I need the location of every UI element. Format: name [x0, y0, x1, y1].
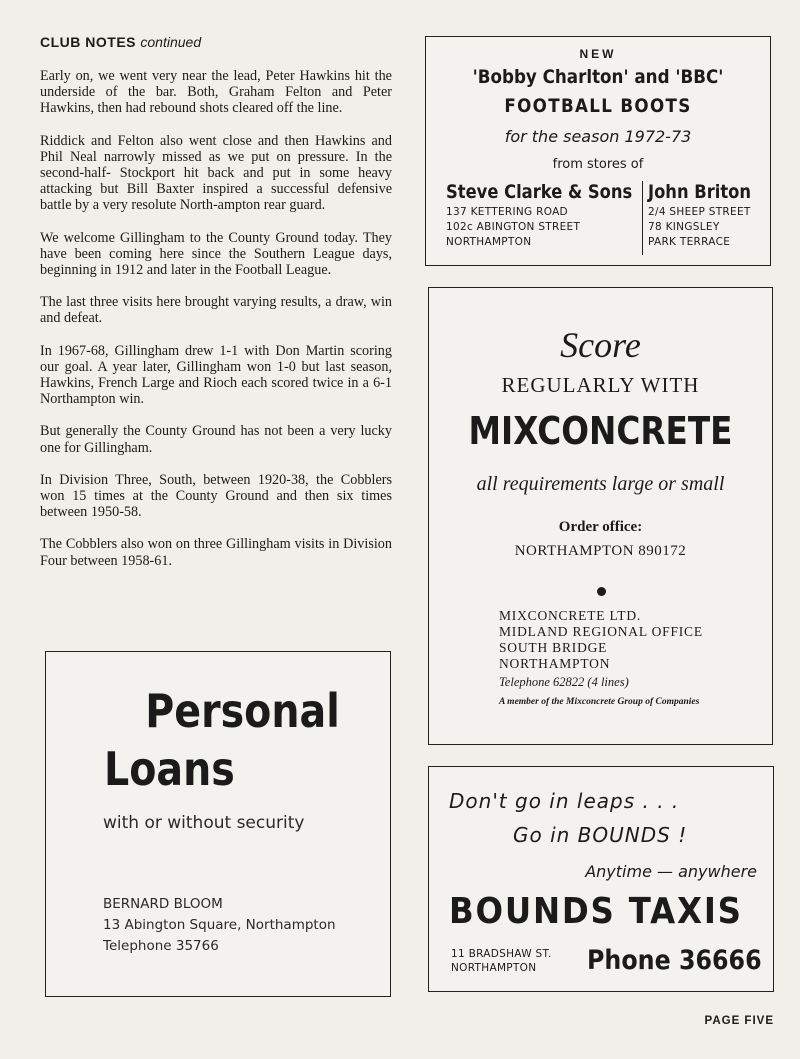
club-notes-heading — [40, 34, 392, 50]
store-address-line: 137 KETTERING ROAD — [446, 206, 568, 218]
club-notes-paragraph: The last three visits here brought varying results, a draw, win and defeat. — [40, 294, 392, 327]
loans-title — [104, 682, 340, 798]
taxis-address — [451, 947, 552, 975]
store-john-briton — [642, 181, 772, 255]
boots-new-label: NEW — [579, 47, 617, 61]
club-notes-paragraph: The Cobblers also won on three Gillingham visits in Division Four between 1958-61. — [40, 536, 392, 569]
taxis-phone: Phone 36666 — [587, 945, 762, 976]
club-notes-title: CLUB NOTES — [40, 34, 136, 50]
store-steve-clarke — [446, 181, 638, 250]
store-address-line: 78 KINGSLEY — [648, 221, 720, 233]
store-address-line: NORTHAMPTON — [446, 236, 532, 248]
mix-address-line: MIXCONCRETE LTD. — [499, 608, 642, 623]
boots-from: from stores of — [552, 157, 644, 172]
mix-address-line: MIDLAND REGIONAL OFFICE — [499, 624, 703, 639]
mix-requirements: all requirements large or small — [476, 473, 725, 495]
loans-title-line2: Loans — [104, 742, 235, 796]
store-address-line: 2/4 SHEEP STREET — [648, 206, 751, 218]
mix-address-line: SOUTH BRIDGE — [499, 640, 608, 655]
loans-address: 13 Abington Square, Northampton — [103, 917, 336, 933]
club-notes-paragraph: In Division Three, South, between 1920-38, the Cobblers won 15 times at the County Ground and then six times between 1950-58. — [40, 471, 392, 521]
bounds-taxis-ad — [428, 766, 774, 992]
mix-order-phone: NORTHAMPTON 890172 — [514, 543, 687, 559]
bullet-dot-icon — [597, 587, 606, 596]
club-notes-paragraph: But generally the County Ground has not been a very lucky one for Gillingham. — [40, 423, 392, 456]
page-number-label: PAGE FIVE — [704, 1015, 774, 1027]
mix-address-line: NORTHAMPTON — [499, 656, 611, 671]
taxis-address-line: 11 BRADSHAW ST. — [451, 948, 552, 960]
club-notes-paragraph: We welcome Gillingham to the County Ground today. They have been coming here since the Southern League days, beginning in 1912 and later in the Football League. — [40, 229, 392, 279]
club-notes-paragraph: In 1967-68, Gillingham drew 1-1 with Don Martin scoring our goal. A year later, Gillingham won 1-0 but last season, Hawkins, French Large and Rioch each scored twice in a 6-1 Northampton win. — [40, 342, 392, 408]
club-notes-column — [40, 34, 392, 585]
taxis-address-line: NORTHAMPTON — [451, 962, 537, 974]
loans-name: BERNARD BLOOM — [103, 896, 223, 912]
football-boots-ad — [425, 36, 771, 266]
taxis-anytime: Anytime — anywhere — [585, 862, 757, 881]
taxis-slogan-line2: Go in BOUNDS ! — [513, 823, 688, 847]
loans-telephone: Telephone 35766 — [103, 938, 219, 954]
loans-title-line1: Personal — [145, 684, 340, 738]
store-address-line: PARK TERRACE — [648, 236, 731, 248]
mix-score: Score — [560, 325, 641, 365]
mix-telephone: Telephone 62822 (4 lines) — [499, 675, 629, 689]
taxis-slogan-line1: Don't go in leaps . . . — [449, 789, 680, 813]
store-address-line: 102c ABINGTON STREET — [446, 221, 581, 233]
store-name: Steve Clarke & Sons — [446, 181, 633, 203]
mixconcrete-ad — [428, 287, 773, 745]
mix-regularly: REGULARLY WITH — [501, 373, 700, 397]
personal-loans-ad — [45, 651, 391, 997]
taxis-brand-name: BOUNDS TAXIS — [449, 891, 743, 932]
mix-order-label: Order office: — [558, 519, 643, 535]
boots-product-line: FOOTBALL BOOTS — [504, 95, 692, 117]
loans-subtitle: with or without security — [103, 813, 305, 833]
mix-address-block — [499, 608, 703, 672]
mix-member-note: A member of the Mixconcrete Group of Companies — [499, 697, 700, 707]
store-name: John Briton — [648, 181, 752, 203]
mix-brand-name: MIXCONCRETE — [468, 409, 733, 453]
boots-brand-line: 'Bobby Charlton' and 'BBC' — [472, 66, 724, 88]
club-notes-paragraph: Riddick and Felton also went close and then Hawkins and Phil Neal narrowly missed as we put on pressure. In the second-half- Stockport hit back and put in some heavy attacking but Bill Baxter inspired a successful defensive battle by a very resolute North-ampton rear guard. — [40, 132, 392, 214]
club-notes-paragraph: Early on, we went very near the lead, Peter Hawkins hit the underside of the bar. Both, Graham Felton and Peter Hawkins, then had rebound shots cleared off the line. — [40, 68, 392, 117]
club-notes-continued: continued — [140, 34, 202, 50]
loans-address-block — [103, 894, 336, 957]
boots-season: for the season 1972-73 — [504, 127, 692, 146]
